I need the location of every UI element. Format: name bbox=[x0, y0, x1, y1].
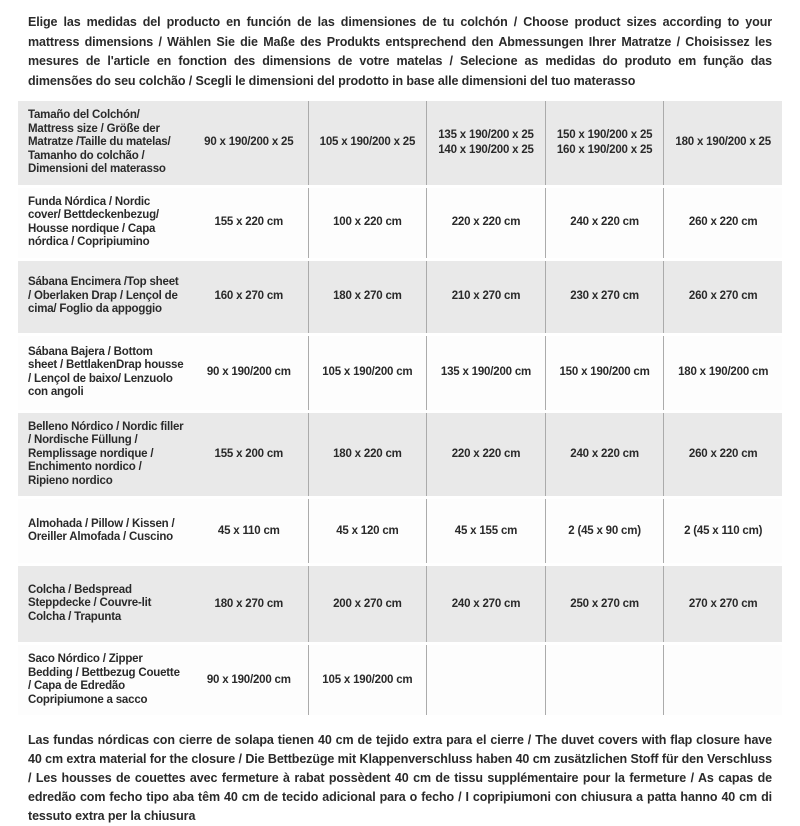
size-cell bbox=[426, 499, 545, 563]
size-cell bbox=[308, 261, 427, 333]
size-cell bbox=[663, 261, 782, 333]
row-label bbox=[18, 566, 190, 642]
row-label bbox=[18, 188, 190, 258]
size-cell bbox=[426, 413, 545, 497]
size-value: 135 x 190/200 x 25 bbox=[438, 128, 534, 141]
table-row bbox=[18, 188, 782, 258]
size-value: 160 x 190/200 x 25 bbox=[556, 143, 653, 156]
size-value: 220 x 220 cm bbox=[451, 447, 521, 460]
size-value: 270 x 270 cm bbox=[688, 597, 758, 610]
size-value: 100 x 220 cm bbox=[333, 216, 402, 228]
size-value: 220 x 220 cm bbox=[451, 216, 521, 228]
size-cell bbox=[190, 645, 308, 715]
size-value: 45 x 120 cm bbox=[336, 524, 399, 537]
row-label bbox=[18, 499, 190, 563]
row-label-text: Almohada / Pillow / Kissen / Oreiller Almofada / Cuscino bbox=[28, 517, 175, 543]
size-cell bbox=[190, 261, 308, 333]
size-value: 45 x 155 cm bbox=[454, 524, 518, 537]
row-label bbox=[18, 413, 190, 497]
table-row bbox=[18, 261, 782, 333]
size-value: 250 x 270 cm bbox=[570, 597, 639, 610]
size-cell bbox=[308, 101, 427, 185]
size-cell bbox=[426, 188, 545, 258]
size-value: 105 x 190/200 cm bbox=[322, 366, 413, 378]
size-value: 260 x 220 cm bbox=[688, 216, 758, 228]
row-label-text: Sábana Bajera / Bottom sheet / BettlakenDrap housse / Lençol de baixo/ Lenzuolo con angoli bbox=[28, 345, 184, 398]
size-cell bbox=[308, 413, 427, 497]
size-value: 2 (45 x 110 cm) bbox=[684, 524, 763, 537]
size-value: 200 x 270 cm bbox=[333, 597, 402, 610]
size-value: 155 x 200 cm bbox=[214, 447, 284, 460]
size-cell bbox=[426, 101, 545, 185]
table-row bbox=[18, 336, 782, 410]
size-cell bbox=[426, 336, 545, 410]
size-cell bbox=[545, 413, 664, 497]
size-value: 210 x 270 cm bbox=[451, 290, 521, 302]
size-cell bbox=[663, 413, 782, 497]
size-value: 180 x 220 cm bbox=[333, 447, 402, 460]
size-value: 135 x 190/200 cm bbox=[440, 366, 532, 378]
size-value: 240 x 220 cm bbox=[570, 216, 639, 228]
size-cell bbox=[190, 336, 308, 410]
size-cell bbox=[545, 261, 664, 333]
size-value: 260 x 270 cm bbox=[688, 290, 758, 302]
size-value: 155 x 220 cm bbox=[214, 216, 284, 228]
size-cell bbox=[545, 566, 664, 642]
size-cell bbox=[663, 499, 782, 563]
size-value: 90 x 190/200 x 25 bbox=[204, 136, 294, 149]
size-value: 240 x 270 cm bbox=[451, 597, 521, 610]
size-cell bbox=[545, 336, 664, 410]
size-cell bbox=[545, 645, 664, 715]
size-value: 90 x 190/200 cm bbox=[206, 673, 291, 686]
size-value: 180 x 190/200 x 25 bbox=[675, 136, 771, 149]
row-label bbox=[18, 261, 190, 333]
size-cell bbox=[190, 413, 308, 497]
size-cell bbox=[190, 188, 308, 258]
row-label-text: Tamaño del Colchón/ Mattress size / Größe der Matratze /Taille du matelas/ Tamanho do colchão / Dimensioni del materasso bbox=[28, 109, 171, 175]
size-cell bbox=[308, 499, 427, 563]
size-value: 45 x 110 cm bbox=[217, 524, 280, 537]
size-value: 180 x 270 cm bbox=[214, 597, 284, 610]
intro-text: Elige las medidas del producto en función de las dimensiones de tu colchón / Choose product sizes according to your mattress dimensions / Wählen Sie die Maße des Produkts entsprechend den Abmessungen Ihrer Matratze / Choisissez les mesures de l'article en fonction des dimensions de votre matelas / Selecione as medidas do produto em função das dimensões do seu colchão / Scegli le dimensioni del prodotto in base alle dimensioni del tuo materasso bbox=[28, 15, 772, 88]
size-cell bbox=[663, 336, 782, 410]
size-cell bbox=[545, 101, 664, 185]
size-cell bbox=[663, 645, 782, 715]
size-value: 230 x 270 cm bbox=[570, 290, 639, 302]
table-row bbox=[18, 413, 782, 497]
row-label-text: Belleno Nórdico / Nordic filler / Nordische Füllung / Remplissage nordique / Enchimento nordico / Ripieno nordico bbox=[28, 420, 184, 487]
size-value: 180 x 190/200 cm bbox=[678, 366, 769, 378]
size-value: 105 x 190/200 cm bbox=[322, 673, 413, 686]
table-row bbox=[18, 645, 782, 715]
table-row bbox=[18, 566, 782, 642]
size-value: 105 x 190/200 x 25 bbox=[319, 136, 416, 149]
size-value: 140 x 190/200 x 25 bbox=[438, 143, 534, 156]
size-value: 150 x 190/200 cm bbox=[559, 366, 650, 378]
size-cell bbox=[426, 566, 545, 642]
row-label bbox=[18, 101, 190, 185]
size-value: 160 x 270 cm bbox=[214, 290, 284, 302]
size-cell bbox=[190, 566, 308, 642]
row-label-text: Saco Nórdico / Zipper Bedding / Bettbezug Couette / Capa de Edredão Copripiumone a sacco bbox=[28, 653, 180, 706]
size-cell bbox=[308, 188, 427, 258]
row-label bbox=[18, 645, 190, 715]
size-value: 2 (45 x 90 cm) bbox=[568, 524, 641, 537]
size-cell bbox=[663, 101, 782, 185]
row-label-text: Sábana Encimera /Top sheet / Oberlaken Drap / Lençol de cima/ Foglio da appoggio bbox=[28, 276, 179, 316]
size-table bbox=[18, 101, 782, 715]
row-label-text: Colcha / Bedspread Steppdecke / Couvre-lit Colcha / Trapunta bbox=[28, 583, 152, 623]
size-value: 240 x 220 cm bbox=[570, 447, 639, 460]
row-label bbox=[18, 336, 190, 410]
size-cell bbox=[545, 499, 664, 563]
size-value: 150 x 190/200 x 25 bbox=[556, 128, 653, 141]
table-row bbox=[18, 101, 782, 185]
footer-note: Las fundas nórdicas con cierre de solapa tienen 40 cm de tejido extra para el cierre / The duvet covers with flap closure have 40 cm extra material for the closure / Die Bettbezüge mit Klappenverschluss haben 40 cm zusätzlichen Stoff für den Verschluss / Les housses de couettes avec fermeture à rabat possèdent 40 cm de tissu supplémentaire pour la fermeture / As capas de edredão com fecho tipo aba têm 40 cm de tecido adicional para o fecho / I copripiumoni con chiusura a patta hanno 40 cm di tessuto extra per la chiusura bbox=[28, 733, 772, 823]
size-cell bbox=[663, 188, 782, 258]
row-label-text: Funda Nórdica / Nordic cover/ Bettdeckenbezug/ Housse nordique / Capa nórdica / Copripiumino bbox=[28, 195, 159, 248]
size-cell bbox=[190, 101, 308, 185]
size-cell bbox=[663, 566, 782, 642]
size-cell bbox=[308, 566, 427, 642]
size-value: 180 x 270 cm bbox=[333, 290, 402, 302]
size-cell bbox=[545, 188, 664, 258]
size-cell bbox=[426, 261, 545, 333]
size-value: 260 x 220 cm bbox=[688, 447, 758, 460]
size-cell bbox=[190, 499, 308, 563]
size-cell bbox=[308, 645, 427, 715]
table-row bbox=[18, 499, 782, 563]
size-value: 90 x 190/200 cm bbox=[206, 366, 291, 378]
size-cell bbox=[308, 336, 427, 410]
size-cell bbox=[426, 645, 545, 715]
